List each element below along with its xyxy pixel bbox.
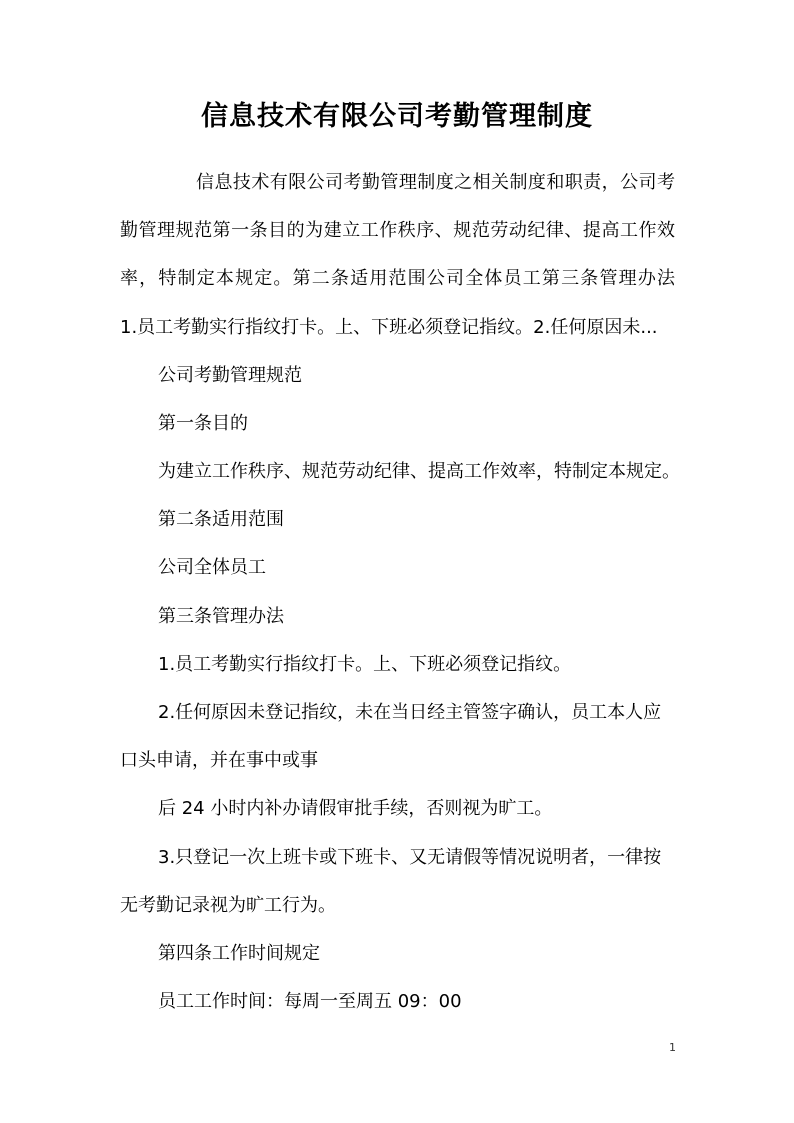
intro-line: 勤管理规范第一条目的为建立工作秩序、规范劳动纪律、提高工作效 bbox=[120, 220, 675, 241]
article-heading: 第三条管理办法 bbox=[158, 606, 284, 627]
paragraph-line: 1.员工考勤实行指纹打卡。上、下班必须登记指纹。 bbox=[158, 654, 572, 675]
paragraph-line: 2.任何原因未登记指纹，未在当日经主管签字确认，员工本人应 bbox=[158, 702, 662, 723]
paragraph-line: 为建立工作秩序、规范劳动纪律、提高工作效率，特制定本规定。 bbox=[158, 461, 680, 482]
article-heading: 第一条目的 bbox=[158, 413, 248, 434]
document-title: 信息技术有限公司考勤管理制度 bbox=[201, 101, 593, 132]
paragraph-line: 无考勤记录视为旷工行为。 bbox=[120, 895, 336, 916]
article-heading: 第二条适用范围 bbox=[158, 509, 284, 530]
intro-line: 率，特制定本规定。第二条适用范围公司全体员工第三条管理办法 bbox=[120, 268, 675, 289]
paragraph-line: 公司全体员工 bbox=[158, 557, 266, 578]
section-heading: 公司考勤管理规范 bbox=[158, 365, 302, 386]
paragraph-line: 口头申请，并在事中或事 bbox=[120, 750, 318, 771]
paragraph-line: 3.只登记一次上班卡或下班卡、又无请假等情况说明者，一律按 bbox=[158, 847, 662, 868]
intro-line: 信息技术有限公司考勤管理制度之相关制度和职责，公司考 bbox=[196, 172, 675, 193]
article-heading: 第四条工作时间规定 bbox=[158, 943, 320, 964]
page-number: 1 bbox=[669, 1041, 676, 1054]
paragraph-line: 员工工作时间：每周一至周五 09：00 bbox=[158, 991, 462, 1012]
paragraph-line: 后 24 小时内补办请假审批手续，否则视为旷工。 bbox=[158, 798, 553, 819]
intro-line: 1.员工考勤实行指纹打卡。上、下班必须登记指纹。2.任何原因未... bbox=[120, 317, 658, 338]
